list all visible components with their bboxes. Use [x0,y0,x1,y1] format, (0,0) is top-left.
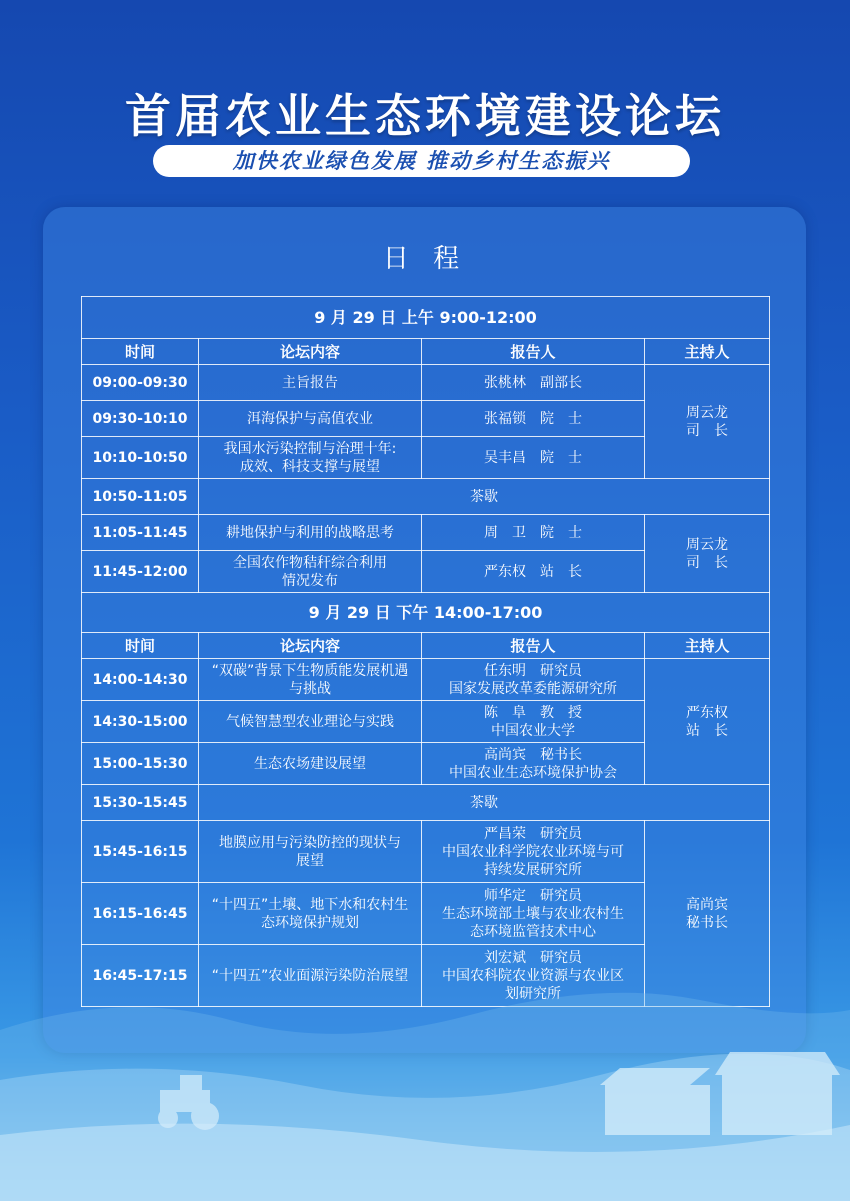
table-row [82,659,770,701]
row-speaker: 陈 阜 教 授 中国农业大学 [422,701,645,743]
row-speaker: 张桃林 副部长 [422,365,645,401]
row-time: 10:50-11:05 [82,479,199,515]
row-content: 气候智慧型农业理论与实践 [199,701,422,743]
row-host: 高尚宾 秘书长 [645,821,770,1007]
row-host: 周云龙 司 长 [645,515,770,593]
rural-scenery-illustration [0,960,850,1201]
row-content: 主旨报告 [199,365,422,401]
row-speaker: 吴丰昌 院 士 [422,437,645,479]
row-host: 周云龙 司 长 [645,365,770,479]
column-header-row [82,339,770,365]
table-row [82,821,770,883]
row-time: 14:00-14:30 [82,659,199,701]
schedule-title: 日 程 [382,244,468,274]
table-row [82,365,770,401]
schedule-table [81,296,770,1007]
row-time: 11:05-11:45 [82,515,199,551]
row-content: “十四五”农业面源污染防治展望 [199,945,422,1007]
row-time: 15:00-15:30 [82,743,199,785]
row-speaker: 高尚宾 秘书长 中国农业生态环境保护协会 [422,743,645,785]
row-speaker: 严昌荣 研究员 中国农业科学院农业环境与可 持续发展研究所 [422,821,645,883]
row-speaker: 任东明 研究员 国家发展改革委能源研究所 [422,659,645,701]
break-row [82,479,770,515]
row-speaker: 刘宏斌 研究员 中国农科院农业资源与农业区 划研究所 [422,945,645,1007]
row-content: 耕地保护与利用的战略思考 [199,515,422,551]
col-content-header: 论坛内容 [199,339,422,365]
morning-header-row [82,297,770,339]
row-content: “双碳”背景下生物质能发展机遇 与挑战 [199,659,422,701]
morning-label: 9 月 29 日 上午 9:00-12:00 [82,297,770,339]
row-time: 10:10-10:50 [82,437,199,479]
row-content: 我国水污染控制与治理十年: 成效、科技支撑与展望 [199,437,422,479]
row-time: 14:30-15:00 [82,701,199,743]
row-speaker: 师华定 研究员 生态环境部土壤与农业农村生 态环境监管技术中心 [422,883,645,945]
row-speaker: 张福锁 院 士 [422,401,645,437]
col-host-header: 主持人 [645,339,770,365]
row-content: “十四五”土壤、地下水和农村生 态环境保护规划 [199,883,422,945]
row-speaker: 严东权 站 长 [422,551,645,593]
col-time-header: 时间 [82,339,199,365]
row-time: 15:30-15:45 [82,785,199,821]
column-header-row [82,633,770,659]
row-host: 严东权 站 长 [645,659,770,785]
break-label: 茶歇 [199,785,770,821]
row-speaker: 周 卫 院 士 [422,515,645,551]
row-time: 11:45-12:00 [82,551,199,593]
col-content-header: 论坛内容 [199,633,422,659]
afternoon-header-row [82,593,770,633]
table-row [82,515,770,551]
row-time: 09:00-09:30 [82,365,199,401]
col-host-header: 主持人 [645,633,770,659]
col-time-header: 时间 [82,633,199,659]
forum-title: 首届农业生态环境建设论坛 [125,89,725,143]
break-label: 茶歇 [199,479,770,515]
row-content: 生态农场建设展望 [199,743,422,785]
row-content: 洱海保护与高值农业 [199,401,422,437]
row-time: 09:30-10:10 [82,401,199,437]
row-time: 16:15-16:45 [82,883,199,945]
row-content: 地膜应用与污染防控的现状与 展望 [199,821,422,883]
row-time: 15:45-16:15 [82,821,199,883]
forum-subtitle: 加快农业绿色发展 推动乡村生态振兴 [153,145,690,177]
col-speaker-header: 报告人 [422,633,645,659]
row-content: 全国农作物秸秆综合利用 情况发布 [199,551,422,593]
afternoon-label: 9 月 29 日 下午 14:00-17:00 [82,593,770,633]
col-speaker-header: 报告人 [422,339,645,365]
break-row [82,785,770,821]
row-time: 16:45-17:15 [82,945,199,1007]
